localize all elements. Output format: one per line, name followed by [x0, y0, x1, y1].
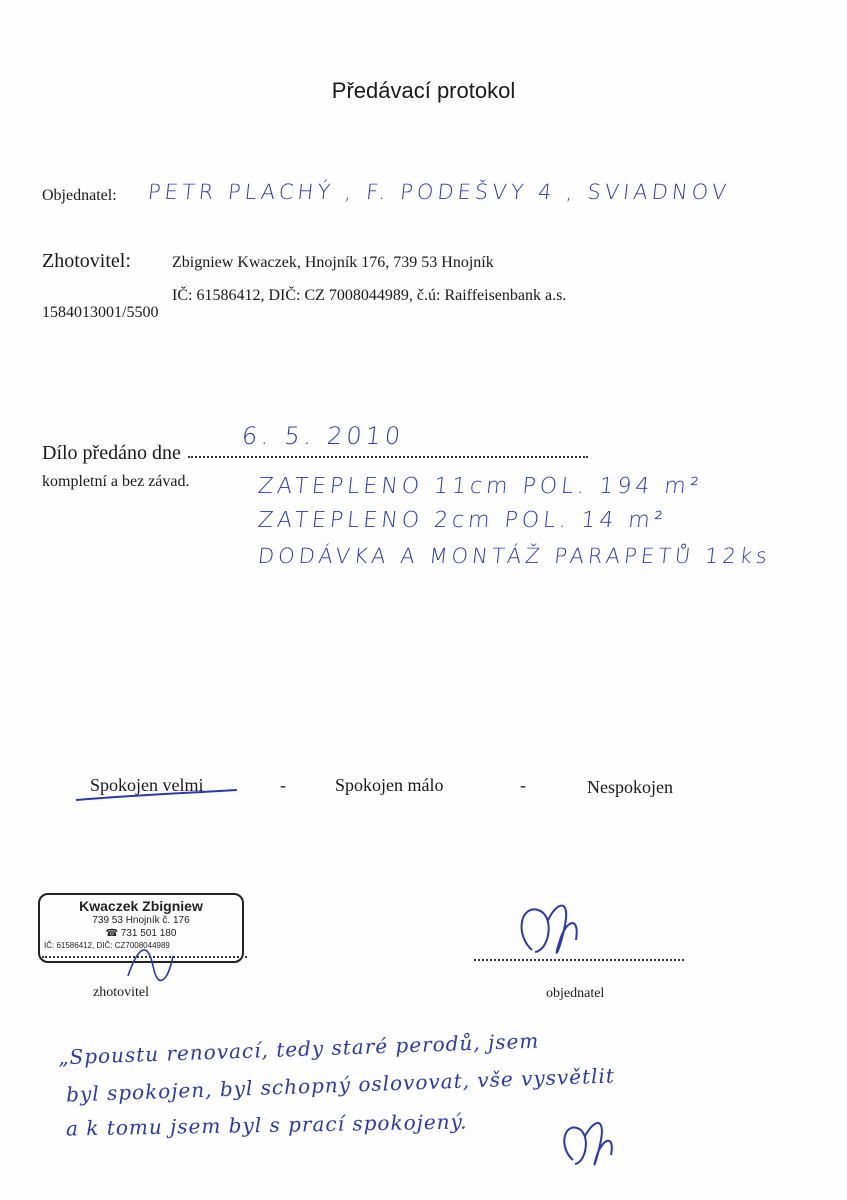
handover-label: Dílo předáno dne	[42, 442, 181, 464]
objednatel-label: Objednatel:	[42, 187, 117, 204]
handover-item-2: ZATEPLENO 2cm POL. 14 m²	[256, 508, 668, 533]
note-line-2: byl spokojen, byl schopný oslovovat, vše vysvětlit	[65, 1063, 616, 1107]
document-title: Předávací protokol	[331, 78, 516, 103]
stamp-name: Kwaczek Zbigniew	[79, 898, 203, 914]
selection-underline	[72, 784, 242, 806]
note-line-1: „Spoustu renovací, tedy staré perodů, jsem	[57, 1028, 540, 1070]
note-signature	[555, 1100, 625, 1180]
rating-separator-2: -	[520, 775, 526, 795]
handover-date: 6. 5. 2010	[240, 422, 406, 450]
zhotovitel-label: zhotovitel	[93, 985, 149, 1000]
note-line-3: a k tomu jsem byl s prací spokojený.	[65, 1109, 468, 1141]
zhotovitel-signature	[118, 936, 178, 986]
zhotovitel-ids: IČ: 61586412, DIČ: CZ 7008044989, č.ú: Raiffeisenbank a.s.	[172, 287, 567, 304]
objednatel-label: objednatel	[546, 986, 605, 1001]
rating-option-velmi: Spokojen velmi	[90, 775, 204, 795]
complete-label: kompletní a bez závad.	[42, 473, 190, 490]
objednatel-sign-line	[474, 957, 684, 961]
stamp-phone: ☎ 731 501 180	[105, 928, 177, 939]
handover-item-1: ZATEPLENO 11cm POL. 194 m²	[256, 474, 704, 499]
rating-option-nespokojen: Nespokojen	[587, 777, 673, 797]
stamp-ids: IČ: 61586412, DIČ: CZ7008044989	[44, 941, 170, 950]
zhotovitel-account: 1584013001/5500	[42, 304, 159, 321]
zhotovitel-label: Zhotovitel:	[42, 250, 131, 272]
objednatel-value: PETR PLACHÝ , F. PODEŠVY 4 , SVIADNOV	[146, 180, 732, 204]
rating-option-malo: Spokojen málo	[335, 775, 444, 795]
zhotovitel-address: Zbigniew Kwaczek, Hnojník 176, 739 53 Hnojník	[172, 254, 494, 271]
rating-separator-1: -	[280, 775, 286, 795]
stamp-address: 739 53 Hnojník č. 176	[92, 915, 190, 926]
handover-item-3: DODÁVKA A MONTÁŽ PARAPETŮ 12ks	[256, 544, 773, 568]
